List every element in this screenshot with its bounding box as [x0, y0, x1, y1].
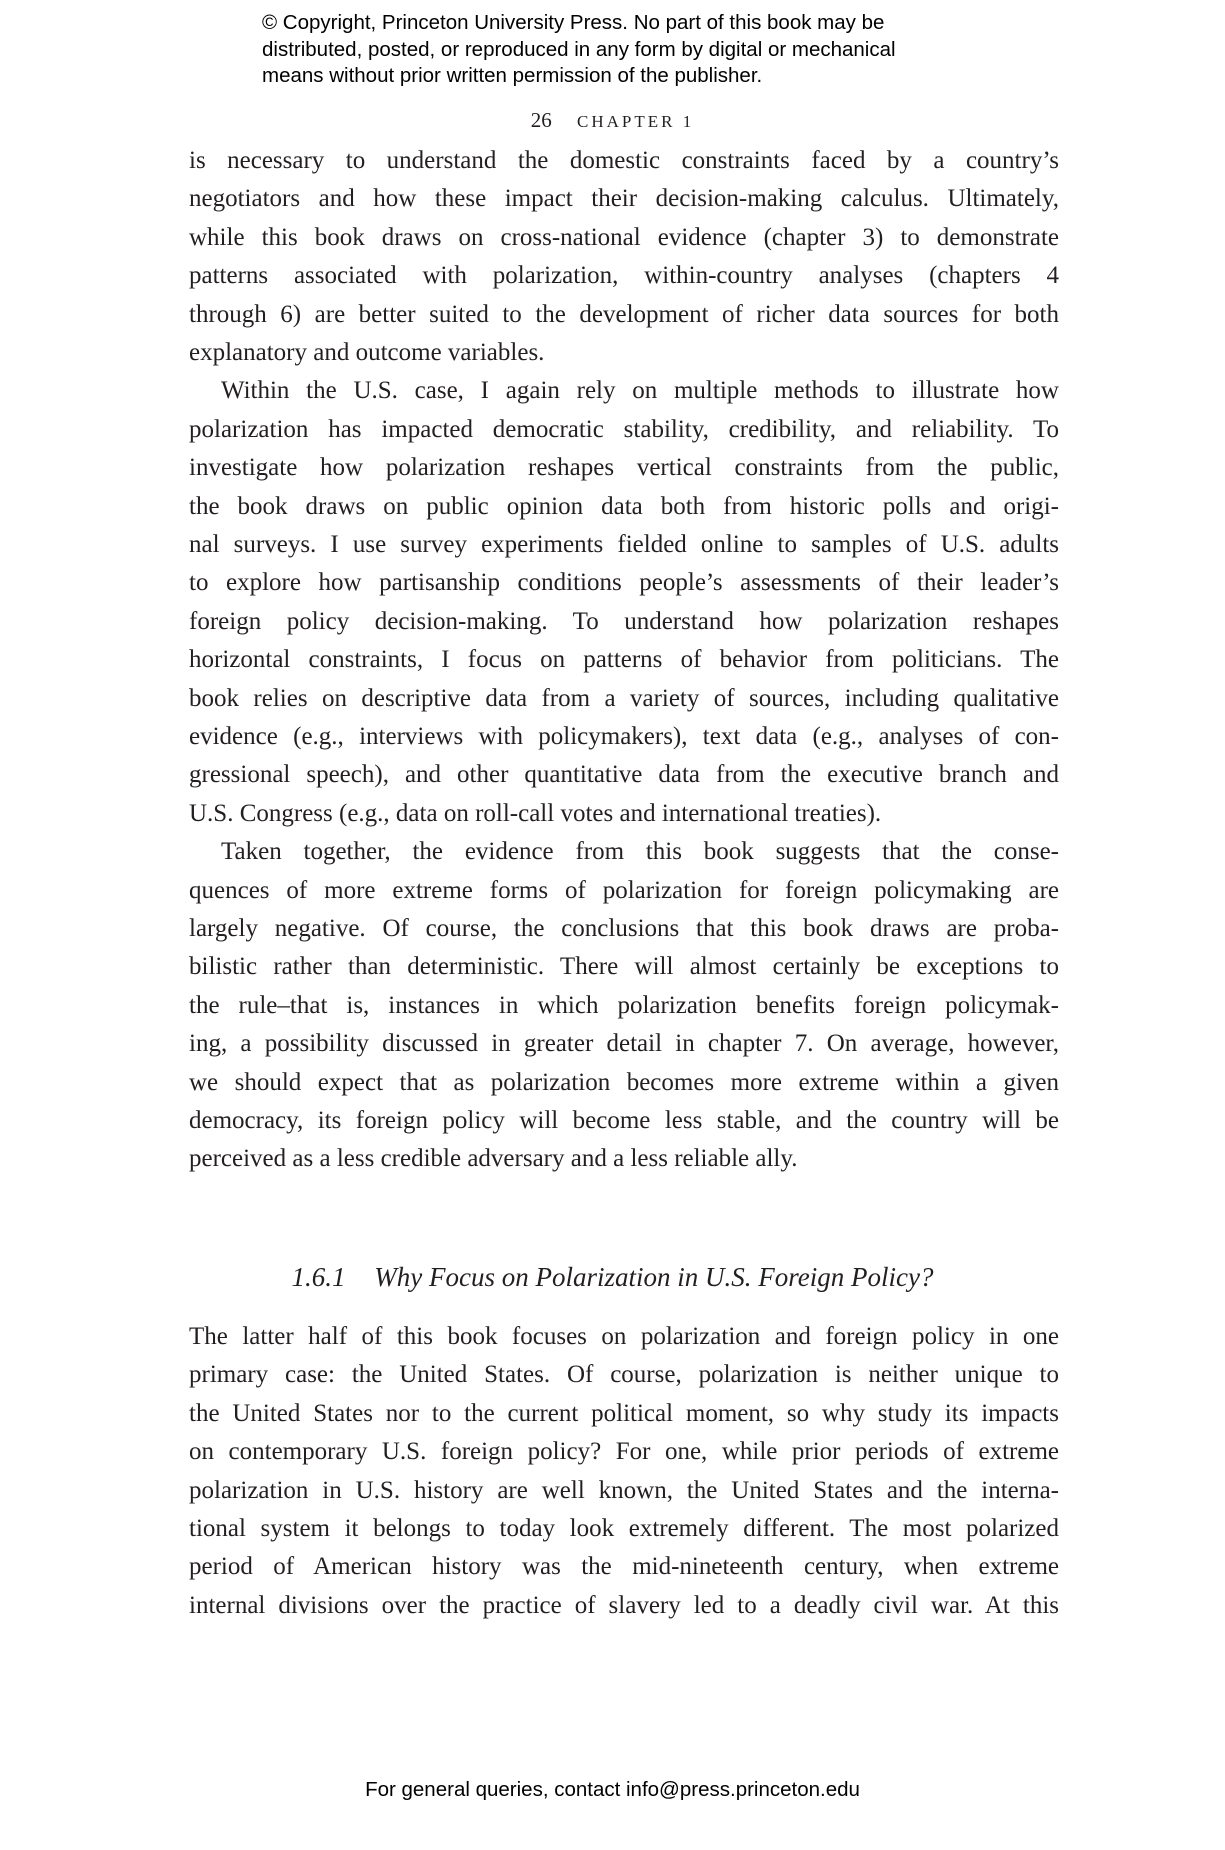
text-line: U.S. Congress (e.g., data on roll-call votes and international treaties).	[189, 799, 882, 827]
paragraph-2	[189, 372, 1059, 833]
text-line: bilistic rather than deterministic. There will almost certainly be exceptions to	[189, 953, 1059, 981]
text-line: primary case: the United States. Of course, polarization is neither unique to	[189, 1361, 1059, 1389]
text-line: The latter half of this book focuses on polarization and foreign policy in one	[189, 1323, 1059, 1350]
text-line: patterns associated with polarization, within-country analyses (chapters 4	[189, 262, 1059, 290]
text-line: we should expect that as polarization becomes more extreme within a given	[189, 1068, 1059, 1096]
copyright-line: © Copyright, Princeton University Press. No part of this book may be	[262, 11, 885, 34]
text-line: democracy, its foreign policy will become less stable, and the country will be	[189, 1106, 1059, 1134]
section-paragraph	[189, 1318, 1059, 1625]
paragraph-1	[189, 142, 1059, 372]
section-number: 1.6.1	[291, 1262, 346, 1292]
text-line: book relies on descriptive data from a variety of sources, including qualitative	[189, 684, 1059, 712]
copyright-line: distributed, posted, or reproduced in any form by digital or mechanical	[262, 37, 896, 61]
text-line: the rule–that is, instances in which polarization benefits foreign policymak-	[189, 991, 1059, 1019]
text-line: through 6) are better suited to the development of richer data sources for both	[189, 300, 1059, 328]
text-line: horizontal constraints, I focus on patterns of behavior from politicians. The	[189, 646, 1059, 674]
text-line: ing, a possibility discussed in greater detail in chapter 7. On average, however,	[189, 1030, 1059, 1058]
copyright-notice	[262, 10, 982, 90]
text-line: Within the U.S. case, I again rely on multiple methods to illustrate how	[221, 377, 1059, 405]
text-line: polarization has impacted democratic stability, credibility, and reliability. To	[189, 415, 1059, 443]
text-line: the book draws on public opinion data both from historic polls and origi-	[189, 492, 1059, 520]
text-line: period of American history was the mid-nineteenth century, when extreme	[189, 1553, 1059, 1581]
paragraph-3	[189, 833, 1059, 1179]
text-line: negotiators and how these impact their decision-making calculus. Ultimately,	[189, 185, 1059, 213]
text-line: on contemporary U.S. foreign policy? For one, while prior periods of extreme	[189, 1438, 1059, 1466]
text-line: quences of more extreme forms of polarization for foreign policymaking are	[189, 876, 1059, 904]
text-line: gressional speech), and other quantitative data from the executive branch and	[189, 761, 1059, 789]
text-line: the United States nor to the current political moment, so why study its impacts	[189, 1399, 1059, 1427]
chapter-label: CHAPTER 1	[577, 112, 695, 131]
text-line: is necessary to understand the domestic constraints faced by a country’s	[189, 147, 1059, 174]
text-line: perceived as a less credible adversary and a less reliable ally.	[189, 1145, 798, 1173]
section-title: Why Focus on Polarization in U.S. Foreign Policy?	[374, 1262, 934, 1292]
text-line: nal surveys. I use survey experiments fielded online to samples of U.S. adults	[189, 530, 1059, 558]
text-line: while this book draws on cross-national evidence (chapter 3) to demonstrate	[189, 223, 1059, 251]
footer-text: For general queries, contact info@press.princeton.edu	[365, 1778, 860, 1801]
contact-footer	[0, 1778, 1225, 1802]
section-heading	[0, 1262, 1225, 1293]
page-number: 26	[530, 108, 552, 132]
text-line: investigate how polarization reshapes vertical constraints from the public,	[189, 454, 1059, 482]
text-line: Taken together, the evidence from this book suggests that the conse-	[221, 838, 1059, 866]
text-line: polarization in U.S. history are well known, the United States and the interna-	[189, 1476, 1059, 1504]
text-line: internal divisions over the practice of slavery led to a deadly civil war. At this	[189, 1591, 1059, 1619]
text-line: explanatory and outcome variables.	[189, 338, 545, 366]
text-line: foreign policy decision-making. To understand how polarization reshapes	[189, 607, 1059, 635]
running-head	[0, 108, 1225, 133]
text-line: tional system it belongs to today look extremely different. The most polarized	[189, 1514, 1059, 1542]
text-line: evidence (e.g., interviews with policymakers), text data (e.g., analyses of con-	[189, 722, 1059, 750]
text-line: to explore how partisanship conditions people’s assessments of their leader’s	[189, 569, 1059, 597]
text-line: largely negative. Of course, the conclusions that this book draws are proba-	[189, 914, 1059, 942]
copyright-line: means without prior written permission of the publisher.	[262, 64, 763, 87]
